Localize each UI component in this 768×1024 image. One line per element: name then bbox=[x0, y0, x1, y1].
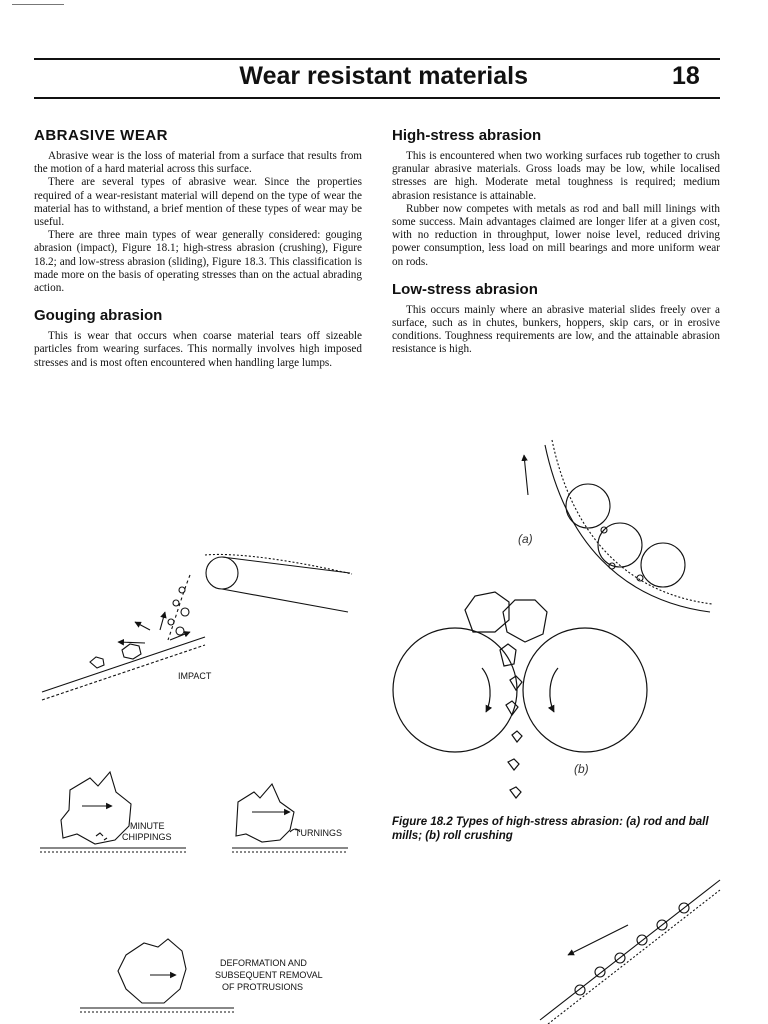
paragraph: There are three main types of wear generally considered: gouging abrasion (impact), Figure 18.1; high-stress abrasion (crushing), Figure 18.2; and low-stress abrasion (sliding), Figure 18.3. This classification is made more on the basis of operating stresses than on the actual abrading action. bbox=[34, 229, 362, 295]
chapter-number: 18 bbox=[672, 62, 700, 90]
paragraph: Rubber now competes with metals as rod and ball mill linings with some success. Main advantages claimed are longer lifer at a given cost, with no reduction in throughput, lower noise level, reduced driving power consumption, less load on mill bearings and more uniform wear on rods. bbox=[392, 202, 720, 268]
high-stress-heading: High-stress abrasion bbox=[392, 127, 542, 144]
abrasive-wear-heading: ABRASIVE WEAR bbox=[34, 127, 169, 144]
chippings-label: CHIPPINGS bbox=[122, 832, 172, 842]
ball-mill-figure bbox=[524, 440, 712, 612]
deformation-figure bbox=[80, 939, 234, 1012]
deformation-label-1: DEFORMATION AND bbox=[220, 958, 307, 968]
label-b: (b) bbox=[574, 762, 589, 776]
deformation-label-2: SUBSEQUENT REMOVAL bbox=[215, 970, 323, 980]
figure-caption: Figure 18.2 Types of high-stress abrasion: (a) rod and ball mills; (b) roll crushing bbox=[392, 816, 709, 842]
sliding-chute-figure bbox=[540, 880, 720, 1024]
roll-crusher-figure bbox=[393, 592, 647, 798]
turnings-label: TURNINGS bbox=[295, 828, 342, 838]
low-stress-heading: Low-stress abrasion bbox=[392, 280, 538, 298]
minute-label: MINUTE bbox=[130, 821, 165, 831]
deformation-label-3: OF PROTRUSIONS bbox=[222, 982, 304, 992]
impact-label: IMPACT bbox=[178, 671, 212, 681]
label-a: (a) bbox=[518, 532, 533, 546]
paragraph: There are several types of abrasive wear. Since the properties required of a wear-resistant material will depend on the type of wear the material has to withstand, a brief mention of these types of wear may be useful. bbox=[34, 176, 362, 229]
gouging-abrasion-heading: Gouging abrasion bbox=[34, 307, 163, 325]
turnings-figure bbox=[232, 784, 348, 852]
paragraph: Abrasive wear is the loss of material from a surface that results from the motion of a hard material across this surface. bbox=[34, 150, 362, 176]
paragraph: This is encountered when two working surfaces rub together to crush granular abrasive materials. Gross loads may be low, while localised stresses are high. Moderate metal toughness is required; medium abrasion resistance is attainable. bbox=[392, 150, 720, 202]
paragraph: This is wear that occurs when coarse material tears off sizeable particles from wearing surfaces. This normally involves high imposed stresses and is most often encountered when handling large lumps. bbox=[34, 330, 362, 369]
paragraph: This occurs mainly where an abrasive material slides freely over a surface, such as in chutes, bunkers, hoppers, skip cars, or in erosive conditions. Toughness requirements are low, and the attainable abrasion resistance is high. bbox=[392, 303, 720, 356]
chapter-title: Wear resistant materials bbox=[239, 62, 528, 90]
